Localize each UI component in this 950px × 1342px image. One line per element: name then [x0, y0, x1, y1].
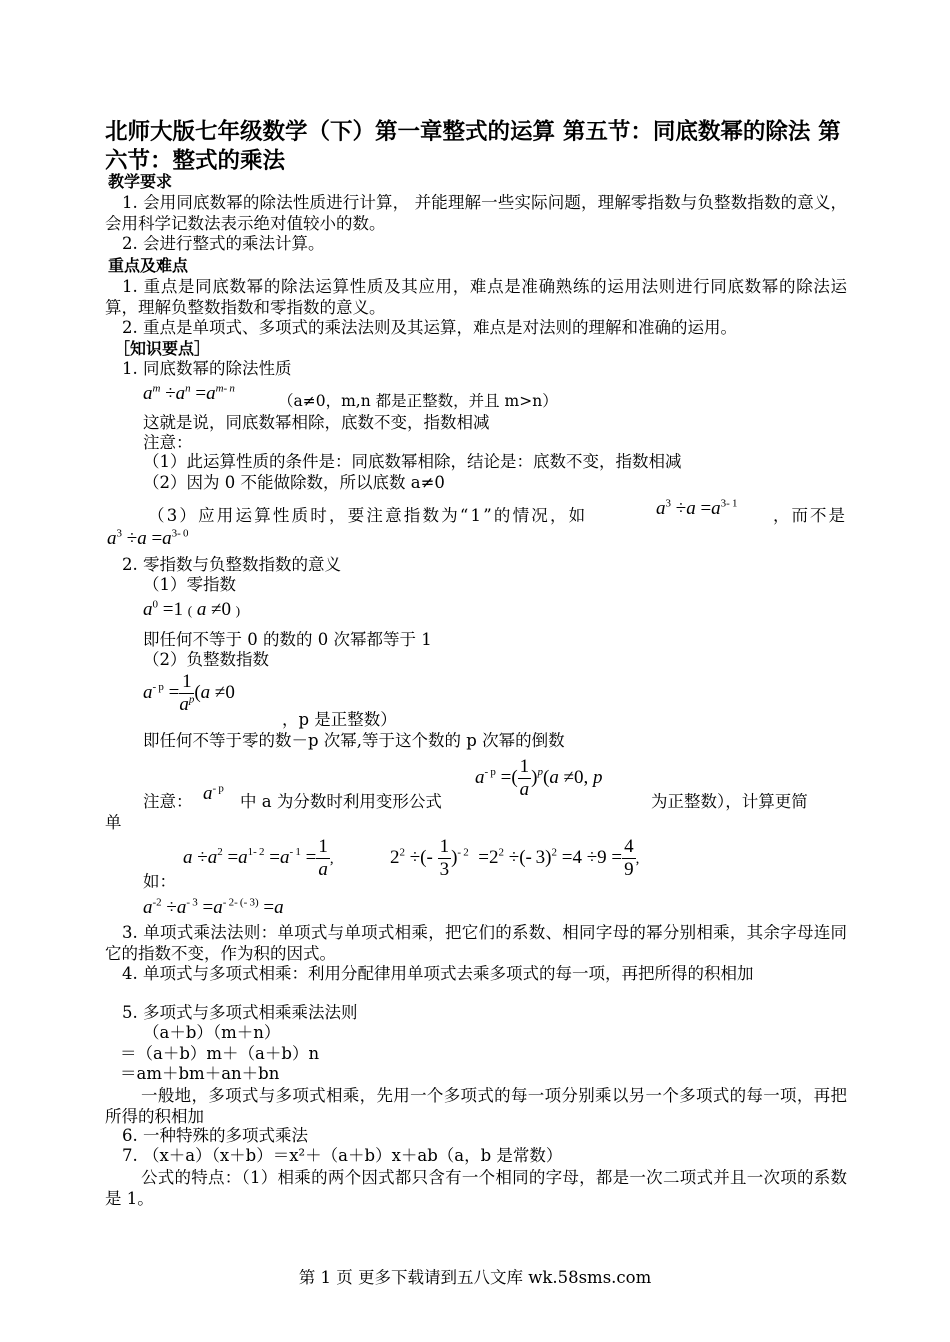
- page-title: 北师大版七年级数学（下）第一章整式的运算 第五节：同底数幂的除法 第六节：整式的乘法: [105, 119, 841, 174]
- math-example: $a \div a^2 =a^{1- 2} =a^{- 1}$ = $\frac{1}{a}$ ,: [183, 836, 334, 880]
- paragraph: 这就是说，同底数幂相除，底数不变，指数相减: [143, 413, 490, 432]
- note-text: 中 a 为分数时利用变形公式: [240, 792, 442, 811]
- math-formula: $a^m \div a^n =a^{m- n}$: [143, 382, 235, 404]
- math-formula: $a^3 \div a =a^{3- 0}$: [107, 527, 189, 549]
- formula-line: ＝am＋bm＋an＋bn: [120, 1064, 280, 1083]
- paragraph: 即任何不等于 0 的数的 0 次幂都等于 1: [143, 630, 432, 649]
- note-text: 为正整数），计算更简: [651, 792, 808, 811]
- subsection-item: （1）零指数: [143, 575, 236, 594]
- page-footer: 第 1 页 更多下载请到五八文库 wk.58sms.com: [298, 1268, 652, 1287]
- section-heading-key-points: 重点及难点: [108, 256, 189, 275]
- formula-line: （a＋b）（m＋n）: [143, 1023, 281, 1042]
- note-item: （1）此运算性质的条件是：同底数幂相除，结论是：底数不变，指数相减: [143, 452, 682, 471]
- note-text: 单: [105, 813, 122, 832]
- paragraph: 2. 会进行整式的乘法计算。: [122, 234, 325, 253]
- math-formula: $a^3 \div a =a^{3- 1}$: [656, 497, 738, 519]
- math-formula: $a^{- p}$ =( $\frac{1}{a}$ )$^p$(a ≠0, p: [475, 756, 603, 800]
- paragraph: 4. 单项式与多项式相乘：利用分配律用单项式去乘多项式的每一项，再把所得的积相加: [122, 964, 754, 983]
- formula-condition: （a≠0，m,n 都是正整数，并且 m>n）: [278, 392, 558, 410]
- subsection-title: 6. 一种特殊的多项式乘法: [122, 1126, 308, 1145]
- paragraph: 即任何不等于零的数－p 次幂,等于这个数的 p 次幂的倒数: [143, 731, 565, 750]
- paragraph: 3. 单项式乘法法则：单项式与单项式相乘，把它们的系数、相同字母的幂分别相乘，其余字母连同它的指数不变，作为积的因式。: [105, 923, 847, 963]
- example-label: 如：: [143, 872, 176, 891]
- math-formula: $a^0 =1$ ( a ≠0 ): [143, 598, 241, 620]
- note-item: （2）因为 0 不能做除数，所以底数 a≠0: [143, 473, 445, 492]
- paragraph: 1. 重点是同底数幂的除法运算性质及其应用，难点是准确熟练的运用法则进行同底数幂的除法运算，理解负整数指数和零指数的意义。: [105, 277, 847, 317]
- note-item-tail: ，而不是: [773, 506, 847, 525]
- subsection-title: 2. 零指数与负整数指数的意义: [122, 555, 341, 574]
- math-example: $a^{-2} \div a^{- 3} =a^{- 2- (- 3)} =a$: [143, 896, 284, 918]
- math-formula: $a^{- p}$ = $\frac{1}{a^p}$ (a ≠0: [143, 671, 235, 715]
- subsection-item: （2）负整数指数: [143, 650, 269, 669]
- paragraph: 1. 会用同底数幂的除法性质进行计算， 并能理解一些实际问题，理解零指数与负整数指数的意义，会用科学记数法表示绝对值较小的数。: [105, 193, 847, 233]
- note-item: （3）应用运算性质时，要注意指数为“1”的情况，如: [148, 506, 588, 525]
- math-example: $2^2$ ÷(- $\frac{1}{3}$ )$^{- 2} =2^2$ ÷(- 3)$^2$ =4 ÷9 = $\frac{4}{9}$ ,: [390, 836, 640, 880]
- note-label: 注意：: [143, 433, 193, 452]
- subsection-title: 5. 多项式与多项式相乘乘法法则: [122, 1003, 358, 1022]
- subsection-title: 1. 同底数幂的除法性质: [122, 359, 292, 378]
- paragraph: 公式的特点：（1）相乘的两个因式都只含有一个相同的字母，都是一次二项式并且一次项的系数是 1。: [105, 1168, 847, 1208]
- section-heading-knowledge: ［知识要点］: [114, 339, 211, 358]
- formula-line: 7. （x＋a）（x＋b）＝x²＋（a＋b）x＋ab（a，b 是常数）: [122, 1146, 563, 1165]
- math-formula: $a^{- p}$: [203, 782, 224, 804]
- formula-line: ＝（a＋b）m＋（a＋b）n: [120, 1044, 320, 1063]
- paragraph: 2. 重点是单项式、多项式的乘法法则及其运算，难点是对法则的理解和准确的运用。: [122, 318, 737, 337]
- formula-condition: ，p 是正整数）: [282, 710, 397, 729]
- note-label: 注意：: [143, 792, 193, 811]
- paragraph: 一般地，多项式与多项式相乘，先用一个多项式的每一项分别乘以另一个多项式的每一项，再把所得的积相加: [105, 1086, 847, 1126]
- section-heading-requirements: 教学要求: [108, 172, 173, 191]
